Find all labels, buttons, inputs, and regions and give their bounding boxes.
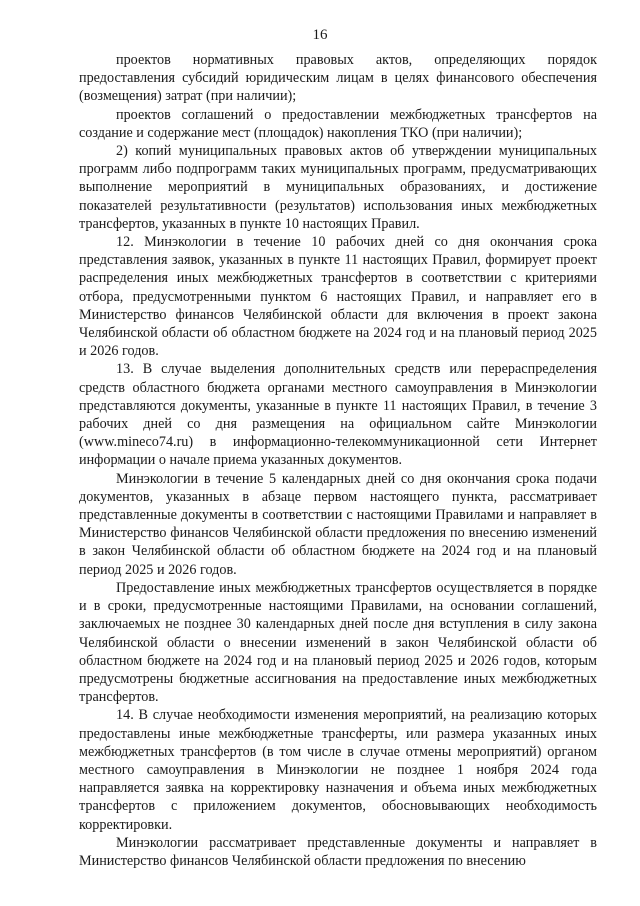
page-number: 16 (312, 27, 328, 43)
paragraph-draft-agreements-tko: проектов соглашений о предоставлении межбюджетных трансфертов на создание и содержание мест (площадок) накопления ТКО (при наличии); (79, 106, 597, 141)
paragraph-review-and-send: Минэкологии рассматривает представленные документы и направляет в Министерство финансов Челябинской области предложения по внесению (79, 834, 597, 869)
paragraph-item-12: 12. Минэкологии в течение 10 рабочих дней со дня окончания срока представления заявок, указанных в пункте 11 настоящих Правил, формирует проект распределения иных межбюджетных трансфертов в соответствии с критериями отбора, предусмотренными пунктом 6 настоящих Правил, и направляет его в Министерство финансов Челябинской области для включения в проект закона Челябинской области об областном бюджете на 2024 год и на плановый период 2025 и 2026 годов. (79, 234, 597, 360)
paragraph-transfers-provision: Предоставление иных межбюджетных трансфертов осуществляется в порядке и в сроки, предусмотренные настоящими Правилами, на основании соглашений, заключаемых не позднее 30 календарных дней после дня вступления в силу закона Челябинской области о внесении изменений в закон Челябинской области об областном бюджете на 2024 год и на плановый период 2025 и 2026 годов, которым предусмотрены бюджетные ассигнования на предоставление иных межбюджетных трансфертов. (79, 579, 597, 706)
document-body (79, 51, 597, 870)
paragraph-draft-acts-subsidies: проектов нормативных правовых актов, определяющих порядок предоставления субсидий юридическим лицам в целях финансового обеспечения (возмещения) затрат (при наличии); (79, 52, 597, 105)
paragraph-review-documents: Минэкологии в течение 5 календарных дней со дня окончания срока подачи документов, указанных в абзаце первом настоящего пункта, рассматривает представленные документы в соответствии с настоящими Правилами и направляет в Министерство финансов Челябинской области предложения по внесению изменений в закон Челябинской области об областном бюджете на 2024 год и на плановый период 2025 и 2026 годов. (79, 470, 597, 578)
paragraph-municipal-programs-copies: 2) копий муниципальных правовых актов об утверждении муниципальных программ либо подпрограмм таких муниципальных программ, предусматривающих выполнение мероприятий в муниципальных образованиях, и достижение показателей результативности (результатов) использования иных межбюджетных трансфертов, указанных в пункте 10 настоящих Правил. (79, 143, 597, 232)
paragraph-item-14: 14. В случае необходимости изменения мероприятий, на реализацию которых предоставлены иные межбюджетные трансферты, или размера указанных иных межбюджетных трансфертов (в том числе в случае отмены мероприятий) органом местного самоуправления в Минэкологии не позднее 1 ноября 2024 года направляется заявка на корректировку назначения и объема иных межбюджетных трансфертов с приложением документов, обосновывающих необходимость корректировки. (79, 707, 597, 833)
paragraph-item-13: 13. В случае выделения дополнительных средств или перераспределения средств областного бюджета органами местного самоуправления в Минэкологии представляются документы, указанные в пункте 11 настоящих Правил, в течение 3 рабочих дней со дня размещения на официальном сайте Минэкологии (www.mineco74.ru) в информационно-телекоммуникационной сети Интернет информации о начале приема указанных документов. (79, 361, 597, 469)
